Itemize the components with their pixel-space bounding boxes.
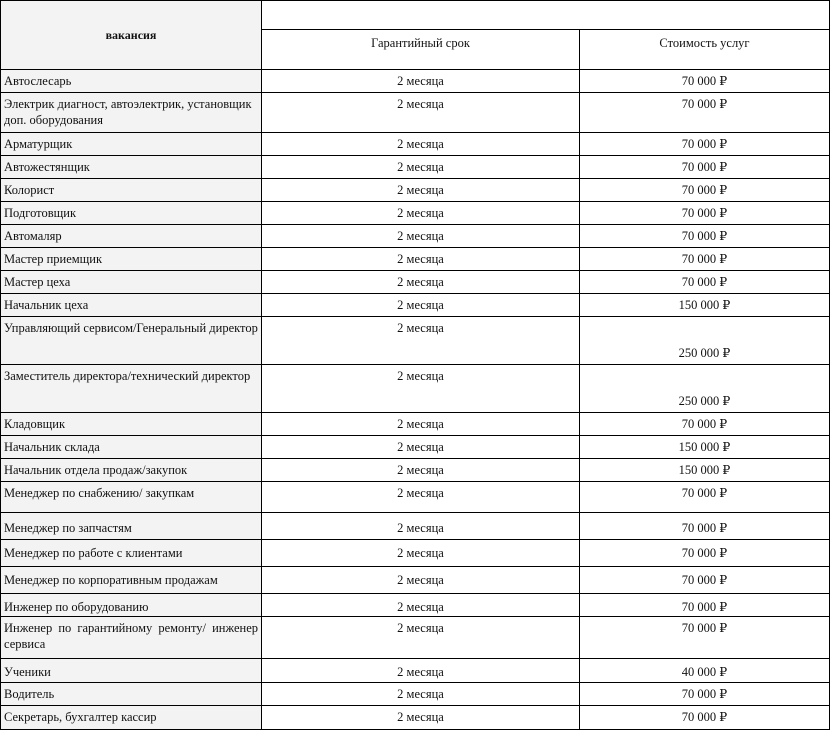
guarantee-cell: 2 месяца (262, 567, 580, 594)
guarantee-cell: 2 месяца (262, 248, 580, 271)
table-row (1, 413, 830, 436)
guarantee-cell: 2 месяца (262, 202, 580, 225)
guarantee-cell: 2 месяца (262, 706, 580, 730)
guarantee-cell: 2 месяца (262, 482, 580, 513)
vacancy-cell: Инженер по гарантийному ремонту/ инженер сервиса (1, 617, 262, 659)
guarantee-cell: 2 месяца (262, 294, 580, 317)
cost-cell: 150 000 ₽ (580, 294, 830, 317)
cost-cell: 250 000 ₽ (580, 317, 830, 365)
table-row (1, 225, 830, 248)
table-row (1, 156, 830, 179)
guarantee-cell: 2 месяца (262, 133, 580, 156)
cost-cell: 70 000 ₽ (580, 513, 830, 540)
guarantee-cell: 2 месяца (262, 156, 580, 179)
vacancy-cell: Ученики (1, 659, 262, 683)
table-row (1, 202, 830, 225)
table-row (1, 482, 830, 513)
vacancy-cell: Мастер приемщик (1, 248, 262, 271)
table-row (1, 683, 830, 706)
cost-cell: 70 000 ₽ (580, 482, 830, 513)
cost-cell: 70 000 ₽ (580, 179, 830, 202)
vacancy-cell: Заместитель директора/технический директор (1, 365, 262, 413)
vacancy-cell: Арматурщик (1, 133, 262, 156)
cost-cell: 70 000 ₽ (580, 706, 830, 730)
cost-cell: 150 000 ₽ (580, 436, 830, 459)
cost-cell: 70 000 ₽ (580, 617, 830, 659)
vacancy-cell: Кладовщик (1, 413, 262, 436)
table-row (1, 594, 830, 617)
table-row (1, 706, 830, 730)
guarantee-cell: 2 месяца (262, 271, 580, 294)
table-row (1, 248, 830, 271)
vacancy-cell: Начальник склада (1, 436, 262, 459)
table-row (1, 365, 830, 413)
guarantee-cell: 2 месяца (262, 683, 580, 706)
table-row (1, 617, 830, 659)
vacancy-cell: Автомаляр (1, 225, 262, 248)
table-row (1, 459, 830, 482)
table-row (1, 70, 830, 93)
guarantee-cell: 2 месяца (262, 540, 580, 567)
table-row (1, 567, 830, 594)
guarantee-cell: 2 месяца (262, 513, 580, 540)
guarantee-cell: 2 месяца (262, 459, 580, 482)
cost-cell: 70 000 ₽ (580, 683, 830, 706)
vacancy-cell: Мастер цеха (1, 271, 262, 294)
cost-cell: 250 000 ₽ (580, 365, 830, 413)
header-vacancy: вакансия (1, 1, 262, 70)
cost-cell: 70 000 ₽ (580, 225, 830, 248)
vacancy-cell: Инженер по оборудованию (1, 594, 262, 617)
cost-cell: 70 000 ₽ (580, 248, 830, 271)
table-row (1, 317, 830, 365)
table-row (1, 271, 830, 294)
vacancy-cell: Менеджер по запчастям (1, 513, 262, 540)
vacancy-cell: Водитель (1, 683, 262, 706)
table-row (1, 659, 830, 683)
guarantee-cell: 2 месяца (262, 659, 580, 683)
guarantee-cell: 2 месяца (262, 413, 580, 436)
guarantee-cell: 2 месяца (262, 317, 580, 365)
table-row (1, 436, 830, 459)
cost-cell: 40 000 ₽ (580, 659, 830, 683)
table-row (1, 294, 830, 317)
cost-cell: 70 000 ₽ (580, 133, 830, 156)
header-merged-blank (262, 1, 830, 30)
vacancy-cell: Колорист (1, 179, 262, 202)
cost-cell: 70 000 ₽ (580, 540, 830, 567)
cost-cell: 70 000 ₽ (580, 594, 830, 617)
vacancy-cell: Управляющий сервисом/Генеральный директор (1, 317, 262, 365)
vacancy-cell: Автожестянщик (1, 156, 262, 179)
guarantee-cell: 2 месяца (262, 179, 580, 202)
cost-cell: 70 000 ₽ (580, 202, 830, 225)
cost-cell: 70 000 ₽ (580, 156, 830, 179)
cost-cell: 150 000 ₽ (580, 459, 830, 482)
cost-cell: 70 000 ₽ (580, 70, 830, 93)
cost-cell: 70 000 ₽ (580, 413, 830, 436)
vacancy-cell: Электрик диагност, автоэлектрик, установщик доп. оборудования (1, 93, 262, 133)
vacancy-cell: Менеджер по корпоративным продажам (1, 567, 262, 594)
guarantee-cell: 2 месяца (262, 225, 580, 248)
header-top-row (1, 1, 830, 30)
guarantee-cell: 2 месяца (262, 365, 580, 413)
vacancy-cell: Подготовщик (1, 202, 262, 225)
header-cost: Стоимость услуг (580, 30, 830, 70)
vacancy-cell: Менеджер по снабжению/ закупкам (1, 482, 262, 513)
table-row (1, 513, 830, 540)
cost-cell: 70 000 ₽ (580, 567, 830, 594)
table-row (1, 93, 830, 133)
guarantee-cell: 2 месяца (262, 436, 580, 459)
guarantee-cell: 2 месяца (262, 617, 580, 659)
vacancy-cell: Автослесарь (1, 70, 262, 93)
guarantee-cell: 2 месяца (262, 93, 580, 133)
table-row (1, 133, 830, 156)
vacancy-cell: Начальник цеха (1, 294, 262, 317)
guarantee-cell: 2 месяца (262, 594, 580, 617)
table-row (1, 540, 830, 567)
cost-cell: 70 000 ₽ (580, 271, 830, 294)
header-guarantee: Гарантийный срок (262, 30, 580, 70)
vacancy-cell: Менеджер по работе с клиентами (1, 540, 262, 567)
cost-cell: 70 000 ₽ (580, 93, 830, 133)
guarantee-cell: 2 месяца (262, 70, 580, 93)
table-row (1, 179, 830, 202)
vacancy-cell: Начальник отдела продаж/закупок (1, 459, 262, 482)
vacancy-cell: Секретарь, бухгалтер кассир (1, 706, 262, 730)
